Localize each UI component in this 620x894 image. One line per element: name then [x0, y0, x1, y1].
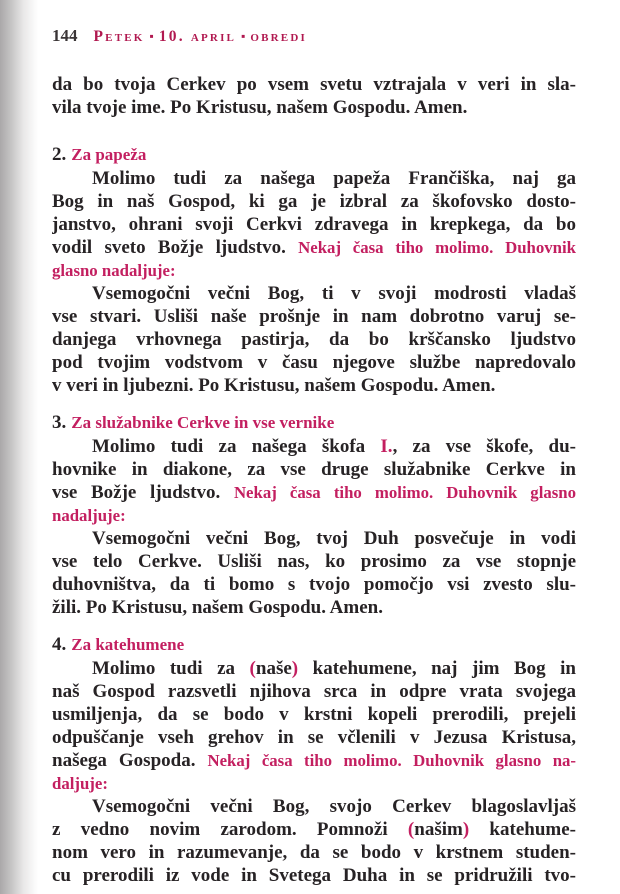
body-text: z vedno novim zarodom. Pomnoži: [52, 819, 408, 840]
text-line: [52, 841, 576, 864]
body-text: da bo tvoja Cerkev po vsem svetu vztrajala v veri in sla-: [52, 74, 576, 95]
text-line: [52, 818, 576, 841]
text-line: [52, 772, 576, 795]
text-line: [52, 259, 576, 282]
body-text: katehume-: [469, 819, 576, 840]
text-line: [52, 458, 576, 481]
page-body: [52, 73, 576, 887]
body-text: usmiljenja, da se bodo v krstni kopeli prerodili, prejeli: [52, 704, 576, 725]
rubric-text: Nekaj časa tiho molimo. Duhovnik glasno na-: [207, 751, 576, 770]
body-text: ): [291, 658, 299, 679]
text-line: [52, 282, 576, 305]
body-text: ): [462, 819, 470, 840]
page-header: [52, 26, 576, 47]
body-text: naše: [255, 658, 292, 679]
header-title-part: Petek: [93, 28, 145, 45]
body-text: našim: [414, 819, 463, 840]
body-text: katehumene, naj jim Bog in: [298, 658, 576, 679]
separator-square-icon: ▪: [149, 29, 154, 43]
text-line: [52, 504, 576, 527]
text-line: [52, 236, 576, 259]
text-line: [52, 213, 576, 236]
text-line: [52, 550, 576, 573]
text-line: [52, 657, 576, 680]
body-text: hovnike in diakone, za vse druge služabnike Cerkve in: [52, 459, 576, 480]
text-line: [52, 726, 576, 749]
body-text: pod tvojim vodstvom v času njegove službe napredovalo: [52, 352, 576, 373]
body-text: vse Božje ljudstvo.: [52, 482, 234, 503]
paragraph: [52, 795, 576, 887]
rubric-text: nadaljuje:: [52, 506, 126, 525]
body-text: Molimo tudi za: [92, 658, 250, 679]
text-line: [52, 527, 576, 550]
rubric-text: Nekaj časa tiho molimo. Duhovnik glasno: [233, 483, 576, 502]
body-text: Molimo tudi za našega škofa: [92, 436, 381, 457]
body-text: v veri in ljubezni. Po Kristusu, našem Gospodu. Amen.: [52, 375, 496, 396]
paragraph: [52, 73, 576, 119]
text-line: [52, 73, 576, 96]
section-heading: [52, 143, 576, 167]
text-line: [52, 96, 576, 119]
body-text: našega Gospoda.: [52, 750, 208, 771]
page-content: [52, 26, 576, 887]
separator-square-icon: ▪: [241, 29, 246, 43]
rubric-text: Nekaj časa tiho molimo. Duhovnik: [298, 238, 576, 257]
text-line: [52, 864, 576, 887]
body-text: Vsemogočni večni Bog, svojo Cerkev blagoslavljaš: [92, 796, 576, 817]
text-line: [52, 749, 576, 772]
paragraph: [52, 282, 576, 397]
body-text: vila tvoje ime. Po Kristusu, našem Gospodu. Amen.: [52, 97, 468, 118]
section-title: Za služabnike Cerkve in vse vernike: [71, 413, 335, 432]
paragraph: [52, 657, 576, 795]
body-text: I.: [380, 436, 393, 457]
body-text: Vsemogočni večni Bog, ti v svoji modrosti vladaš: [92, 283, 576, 304]
text-line: [52, 795, 576, 818]
body-text: odpuščanje vseh grehov in se včlenili v Jezusa Kristusa,: [52, 727, 576, 748]
text-line: [52, 680, 576, 703]
section-title: Za papeža: [71, 145, 147, 164]
body-text: danjega vrhovnega pastirja, da bo krščansko ljudstvo: [52, 329, 576, 350]
text-line: [52, 374, 576, 397]
paragraph: [52, 435, 576, 527]
body-text: cu prerodili iz vode in Svetega Duha in se pridružili tvo-: [52, 865, 576, 886]
section-heading: [52, 633, 576, 657]
body-text: vodil sveto Božje ljudstvo.: [52, 237, 299, 258]
paragraph: [52, 167, 576, 282]
body-text: Vsemogočni večni Bog, tvoj Duh posvečuje in vodi: [92, 528, 576, 549]
text-line: [52, 351, 576, 374]
page-gutter-shadow: [0, 0, 38, 894]
body-text: , za vse škofe, du-: [392, 436, 576, 457]
text-line: [52, 328, 576, 351]
header-title-part: obredi: [250, 28, 307, 45]
text-line: [52, 573, 576, 596]
body-text: Molimo tudi za našega papeža Frančiška, naj ga: [92, 168, 576, 189]
rubric-text: glasno nadaljuje:: [52, 261, 176, 280]
section-number: 2.: [52, 144, 67, 165]
body-text: duhovništva, da ti bomo s tvojo pomočjo vsi zvesto slu-: [52, 574, 576, 595]
text-line: [52, 190, 576, 213]
text-line: [52, 481, 576, 504]
header-title-part: 10. april: [158, 28, 237, 45]
body-text: janstvo, ohrani svoji Cerkvi zdravega in krepkega, da bo: [52, 214, 576, 235]
body-text: nom vero in razumevanje, da se bodo v krstnem studen-: [52, 842, 576, 863]
section-number: 4.: [52, 634, 67, 655]
body-text: Bog in naš Gospod, ki ga je izbral za škofovsko dosto-: [52, 191, 576, 212]
text-line: [52, 305, 576, 328]
body-text: naš Gospod razsvetli njihova srca in odpre vrata svojega: [52, 681, 576, 702]
text-line: [52, 596, 576, 619]
body-text: (: [407, 819, 415, 840]
text-line: [52, 167, 576, 190]
paragraph: [52, 527, 576, 619]
header-title: [94, 27, 307, 47]
section-heading: [52, 411, 576, 435]
section-title: Za katehumene: [71, 635, 185, 654]
text-line: [52, 435, 576, 458]
page-number: 144: [52, 26, 78, 45]
body-text: vse telo Cerkve. Usliši nas, ko prosimo za vse stopnje: [52, 551, 576, 572]
body-text: žili. Po Kristusu, našem Gospodu. Amen.: [52, 597, 383, 618]
rubric-text: daljuje:: [52, 774, 108, 793]
section-number: 3.: [52, 412, 67, 433]
body-text: (: [249, 658, 256, 679]
body-text: vse stvari. Usliši naše prošnje in nam dobrotno varuj se-: [52, 306, 576, 327]
text-line: [52, 703, 576, 726]
